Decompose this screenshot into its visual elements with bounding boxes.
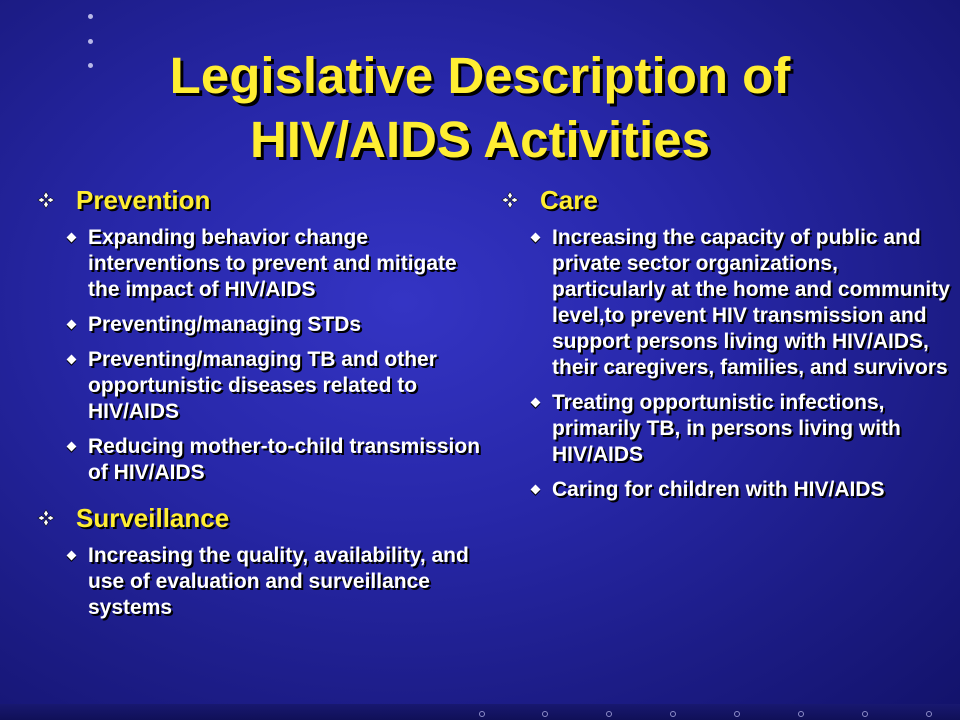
list-item — [34, 225, 484, 303]
slide-title — [0, 44, 960, 172]
decorative-ring-dot — [734, 711, 740, 717]
diamond-bullet-icon — [531, 233, 541, 243]
decorative-ring-dot — [542, 711, 548, 717]
care-heading-label: Care — [540, 185, 598, 215]
list-item — [34, 312, 484, 338]
decorative-dot — [88, 14, 93, 19]
prevention-heading-label: Prevention — [76, 185, 211, 215]
diamond-bullet-icon — [67, 442, 77, 452]
care-list — [498, 225, 953, 503]
care-section — [498, 184, 953, 503]
bottom-decorative-strip — [0, 704, 960, 720]
list-item-text: Preventing/managing STDs — [88, 313, 362, 336]
care-heading — [498, 184, 953, 216]
list-item-text: Treating opportunistic infections, primarily TB, in persons living with HIV/AIDS — [552, 391, 901, 466]
decorative-ring-dot — [479, 711, 485, 717]
four-petal-diamond-bullet-icon — [501, 191, 519, 209]
section-spacer — [34, 486, 484, 502]
list-item-text: Expanding behavior change interventions to prevent and mitigate the impact of HIV/AIDS — [88, 226, 457, 301]
surveillance-heading-label: Surveillance — [76, 503, 230, 533]
list-item — [34, 543, 484, 621]
title-line-2: HIV/AIDS Activities — [249, 111, 711, 168]
left-column — [34, 184, 484, 621]
diamond-bullet-icon — [531, 485, 541, 495]
decorative-ring-dot — [670, 711, 676, 717]
diamond-bullet-icon — [67, 320, 77, 330]
right-column — [498, 184, 953, 503]
list-item-text: Preventing/managing TB and other opportunistic diseases related to HIV/AIDS — [88, 348, 437, 423]
surveillance-list — [34, 543, 484, 621]
decorative-ring-dot — [798, 711, 804, 717]
list-item — [34, 434, 484, 486]
decorative-ring-dot — [926, 711, 932, 717]
diamond-bullet-icon — [531, 398, 541, 408]
list-item-text: Increasing the quality, availability, and use of evaluation and surveillance systems — [88, 544, 469, 619]
diamond-bullet-icon — [67, 233, 77, 243]
list-item — [498, 390, 953, 468]
list-item-text: Reducing mother-to-child transmission of HIV/AIDS — [88, 435, 481, 484]
prevention-list — [34, 225, 484, 486]
prevention-heading — [34, 184, 484, 216]
surveillance-heading — [34, 502, 484, 534]
list-item — [498, 225, 953, 381]
list-item — [34, 347, 484, 425]
diamond-bullet-icon — [67, 355, 77, 365]
four-petal-diamond-bullet-icon — [37, 191, 55, 209]
prevention-section — [34, 184, 484, 486]
title-line-1: Legislative Description of — [169, 47, 791, 104]
four-petal-diamond-bullet-icon — [37, 509, 55, 527]
list-item-text: Caring for children with HIV/AIDS — [552, 478, 885, 501]
decorative-ring-dot — [862, 711, 868, 717]
list-item-text: Increasing the capacity of public and private sector organizations, particularly at the home and community level,to prevent HIV transmission and support persons living with HIV/AIDS, their caregivers, families, and survivors — [552, 226, 950, 379]
diamond-bullet-icon — [67, 551, 77, 561]
surveillance-section — [34, 502, 484, 621]
list-item — [498, 477, 953, 503]
decorative-ring-dot — [606, 711, 612, 717]
